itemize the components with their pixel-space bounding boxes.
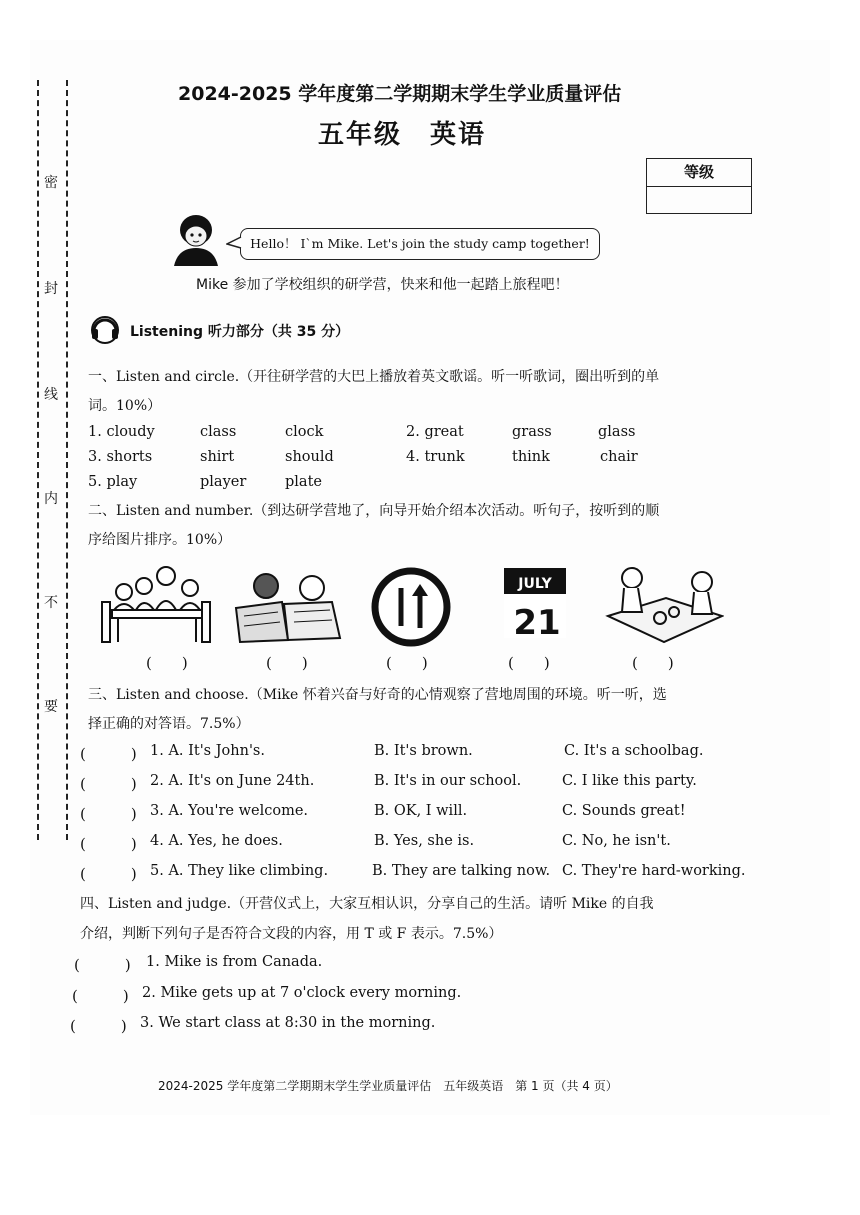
margin-char: 要 bbox=[44, 696, 58, 716]
listening-label-en: Listening bbox=[130, 324, 203, 340]
word-option: class bbox=[200, 424, 237, 440]
word-option: 4. trunk bbox=[406, 449, 465, 465]
word-option: should bbox=[285, 449, 334, 465]
exam-title: 2024-2025 学年度第二学期期末学生学业质量评估 bbox=[178, 83, 622, 105]
option-c: C. They're hard-working. bbox=[562, 863, 746, 879]
calendar-month: JULY bbox=[518, 576, 552, 592]
option-a: 3. A. You're welcome. bbox=[150, 803, 309, 819]
margin-char: 密 bbox=[44, 172, 58, 192]
dashed-line-outer bbox=[37, 80, 39, 840]
listening-label bbox=[130, 321, 349, 341]
option-a: 2. A. It's on June 24th. bbox=[150, 773, 315, 789]
option-b: B. It's brown. bbox=[374, 743, 473, 759]
dinner-party-picture bbox=[100, 562, 212, 644]
option-c: C. It's a schoolbag. bbox=[564, 743, 704, 759]
bubble-tail-icon bbox=[226, 236, 242, 250]
judge-statement: 2. Mike gets up at 7 o'clock every morning. bbox=[142, 985, 462, 1001]
page-footer: 2024-2025 学年度第二学期期末学生学业质量评估 五年级英语 第 1 页（共 4 页） bbox=[158, 1079, 618, 1093]
listening-label-cn: 听力部分（共 35 分） bbox=[207, 324, 350, 340]
option-b: B. Yes, she is. bbox=[374, 833, 475, 849]
part4-title: 四、Listen and judge.（开营仪式上，大家互相认识，分享自己的生活。请听 Mike 的自我 bbox=[80, 896, 654, 912]
mike-avatar-icon bbox=[168, 210, 230, 266]
answer-blank[interactable]: ( ) bbox=[80, 775, 137, 793]
part2-title-cont: 序给图片排序。10%） bbox=[88, 532, 232, 548]
word-option: 5. play bbox=[88, 474, 138, 490]
part3-title-cont: 择正确的对答语。7.5%） bbox=[88, 716, 250, 732]
answer-blank[interactable]: ( ) bbox=[386, 654, 428, 672]
answer-blank[interactable]: ( ) bbox=[146, 654, 188, 672]
word-option: grass bbox=[512, 424, 552, 440]
grade-label: 等级 bbox=[647, 159, 751, 187]
margin-char: 线 bbox=[44, 384, 58, 404]
word-option: 2. great bbox=[406, 424, 464, 440]
option-a: 5. A. They like climbing. bbox=[150, 863, 329, 879]
answer-blank[interactable]: ( ) bbox=[72, 987, 129, 1005]
answer-blank[interactable]: ( ) bbox=[80, 835, 137, 853]
calendar-day: 21 bbox=[513, 603, 561, 640]
option-b: B. It's in our school. bbox=[374, 773, 522, 789]
margin-char: 封 bbox=[44, 278, 58, 298]
option-a: 1. A. It's John's. bbox=[150, 743, 265, 759]
word-option: clock bbox=[285, 424, 324, 440]
grade-box bbox=[646, 158, 752, 214]
option-c: C. I like this party. bbox=[562, 773, 697, 789]
part4-title-cont: 介绍，判断下列句子是否符合文段的内容，用 T 或 F 表示。7.5%） bbox=[80, 926, 503, 942]
answer-blank[interactable]: ( ) bbox=[80, 805, 137, 823]
dashed-line-inner bbox=[66, 80, 68, 840]
intro-caption: Mike 参加了学校组织的研学营，快来和他一起踏上旅程吧！ bbox=[196, 277, 569, 293]
option-b: B. OK, I will. bbox=[374, 803, 468, 819]
word-option: think bbox=[512, 449, 550, 465]
picnic-picture bbox=[604, 566, 724, 644]
word-option: shirt bbox=[200, 449, 235, 465]
judge-statement: 3. We start class at 8:30 in the morning. bbox=[140, 1015, 436, 1031]
option-c: C. No, he isn't. bbox=[562, 833, 671, 849]
answer-blank[interactable]: ( ) bbox=[74, 956, 131, 974]
margin-char: 内 bbox=[44, 488, 58, 508]
part3-title: 三、Listen and choose.（Mike 怀着兴奋与好奇的心情观察了营地周围的环境。听一听，选 bbox=[88, 687, 667, 703]
word-option: glass bbox=[598, 424, 636, 440]
word-option: 3. shorts bbox=[88, 449, 153, 465]
answer-blank[interactable]: ( ) bbox=[80, 865, 137, 883]
part1-title: 一、Listen and circle.（开往研学营的大巴上播放着英文歌谣。听一听歌词，圈出听到的单 bbox=[88, 369, 660, 385]
answer-blank[interactable]: ( ) bbox=[80, 745, 137, 763]
word-option: 1. cloudy bbox=[88, 424, 155, 440]
headphones-icon bbox=[88, 313, 124, 345]
one-way-sign-picture bbox=[370, 566, 452, 648]
part1-title-cont: 词。10%） bbox=[88, 398, 162, 414]
word-option: chair bbox=[600, 449, 638, 465]
answer-blank[interactable]: ( ) bbox=[632, 654, 674, 672]
word-option: plate bbox=[285, 474, 322, 490]
option-a: 4. A. Yes, he does. bbox=[150, 833, 283, 849]
answer-blank[interactable]: ( ) bbox=[508, 654, 550, 672]
option-b: B. They are talking now. bbox=[372, 863, 551, 879]
speech-bubble: Hello！ I`m Mike. Let's join the study camp together! bbox=[240, 228, 600, 260]
calendar-picture bbox=[502, 562, 568, 640]
option-c: C. Sounds great! bbox=[562, 803, 686, 819]
margin-char: 不 bbox=[44, 592, 58, 612]
answer-blank[interactable]: ( ) bbox=[266, 654, 308, 672]
exam-subtitle: 五年级 英语 bbox=[318, 120, 487, 150]
reading-books-picture bbox=[232, 568, 344, 644]
part2-title: 二、Listen and number.（到达研学营地了，向导开始介绍本次活动。听句子，按听到的顺 bbox=[88, 503, 660, 519]
judge-statement: 1. Mike is from Canada. bbox=[146, 954, 323, 970]
answer-blank[interactable]: ( ) bbox=[70, 1017, 127, 1035]
word-option: player bbox=[200, 474, 247, 490]
